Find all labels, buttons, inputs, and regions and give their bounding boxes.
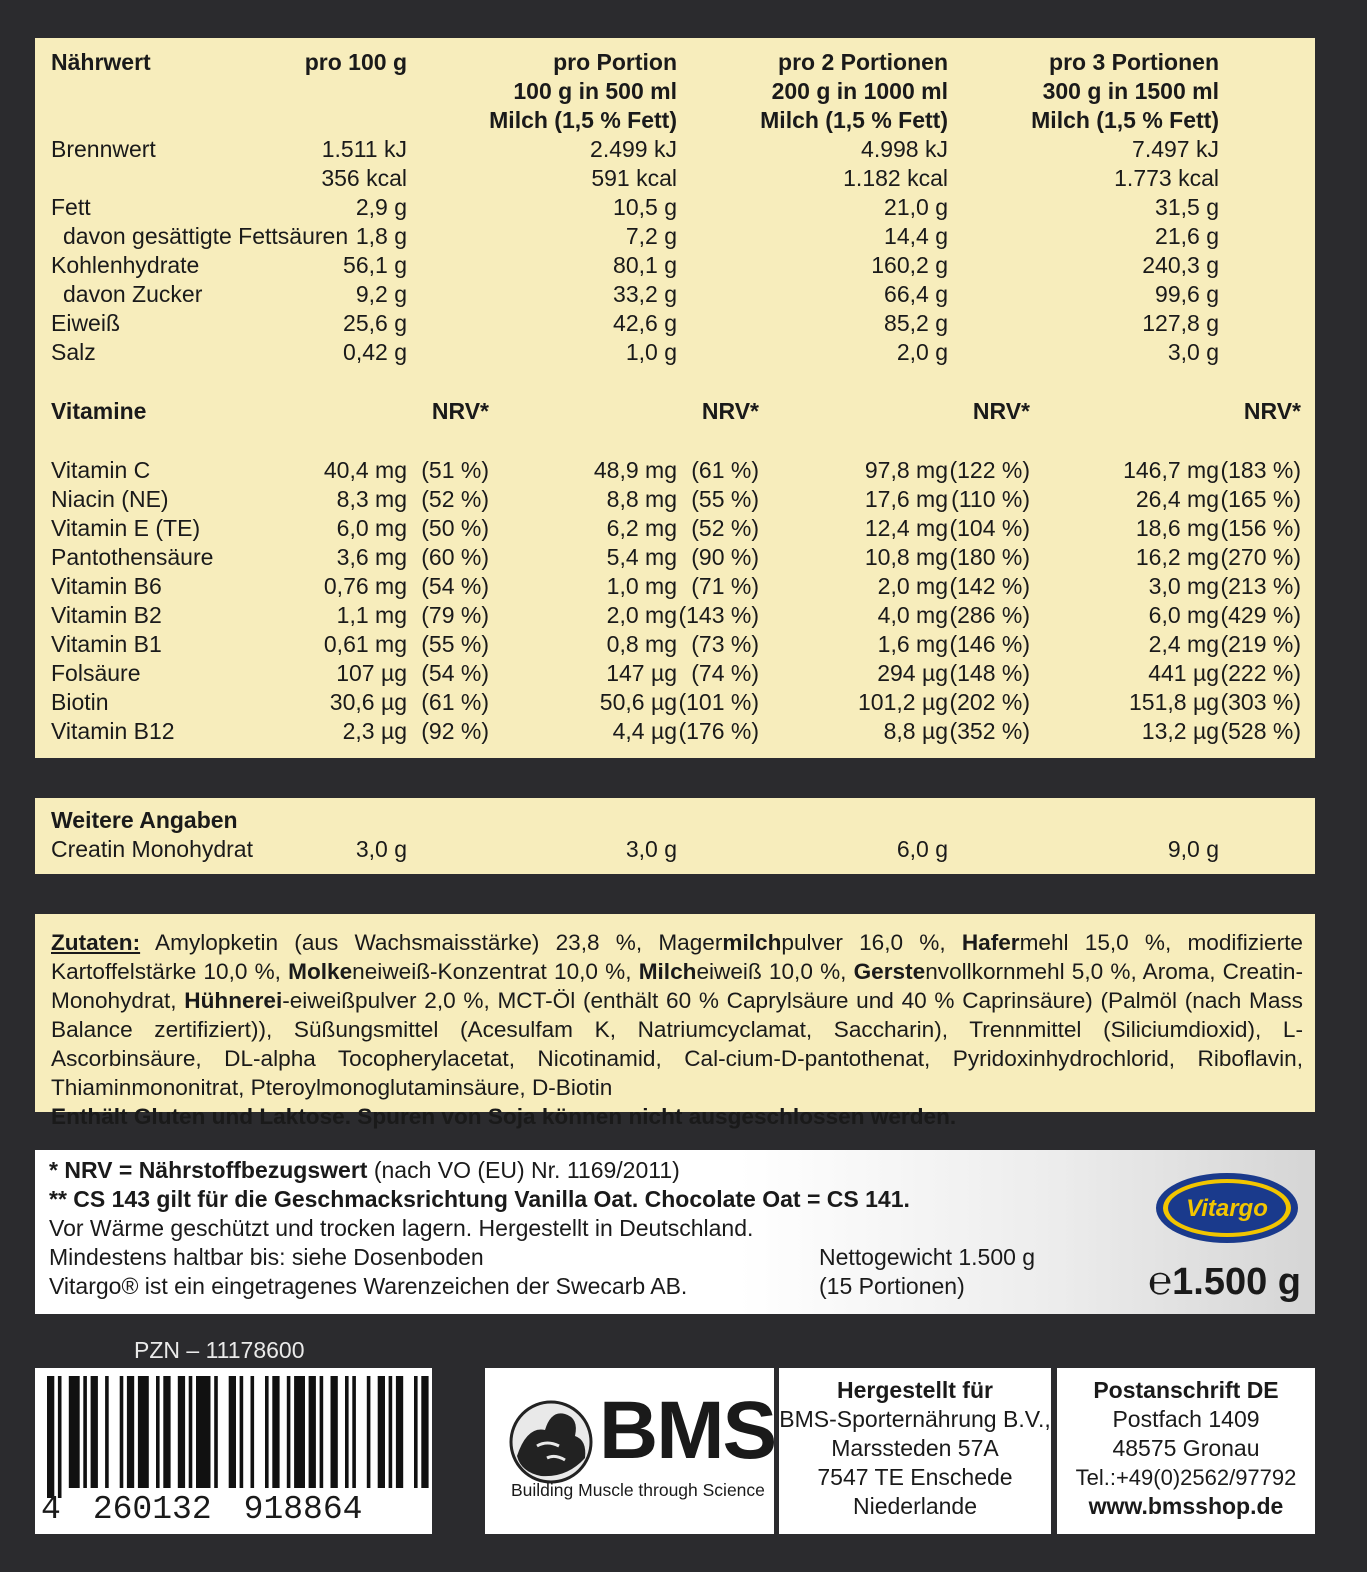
nutrient-value: 14,4 g: [884, 223, 948, 249]
vitamin-value: 107 µg: [336, 660, 407, 686]
vitamin-nrv: (352 %): [949, 718, 1030, 744]
vitamin-nrv: (90 %): [691, 544, 759, 570]
vitamin-label: Biotin: [51, 689, 109, 715]
vitamin-nrv: (219 %): [1220, 631, 1301, 657]
allergen-notice: Enthält Gluten und Laktose. Spuren von Soja können nicht ausgeschlossen werden.: [51, 1104, 957, 1129]
manufacturer-block: [485, 1368, 1315, 1534]
postal-address-box: [1057, 1368, 1315, 1534]
vitamin-nrv: (148 %): [949, 660, 1030, 686]
cs-note: ** CS 143 gilt für die Geschmacksrichtung Vanilla Oat. Chocolate Oat = CS 141.: [49, 1186, 910, 1212]
allergen-highlight: Gerste: [853, 959, 926, 984]
vitamin-value: 2,0 mg: [606, 602, 677, 628]
nutrient-value: 99,6 g: [1155, 281, 1219, 307]
barcode-bar: [214, 1376, 218, 1488]
vitamin-value: 8,8 mg: [606, 486, 677, 512]
made-for-title: Hergestellt für: [837, 1377, 993, 1403]
allergen-highlight: milch: [722, 930, 782, 955]
vitamin-nrv: (122 %): [949, 457, 1030, 483]
weight-display: [1148, 1258, 1301, 1305]
extra-value-portion: 3,0 g: [625, 836, 677, 862]
nutrient-value: 7,2 g: [625, 223, 677, 249]
vitamin-nrv: (101 %): [678, 689, 759, 715]
header-per-portion-line2: 100 g in 500 ml: [513, 78, 677, 104]
vitamin-value: 3,0 mg: [1148, 573, 1219, 599]
vitamin-value: 2,0 mg: [877, 573, 948, 599]
vitamin-nrv: (52 %): [421, 486, 489, 512]
vitamin-nrv: (61 %): [421, 689, 489, 715]
allergen-highlight: Molke: [288, 959, 353, 984]
nutrient-value: 25,6 g: [343, 310, 407, 336]
ingredients-label: Zutaten:: [51, 930, 141, 955]
ingredient-text: eiweiß 10,0 %,: [696, 959, 854, 984]
nutrient-value: 10,5 g: [613, 194, 677, 220]
vitamin-nrv: (142 %): [949, 573, 1030, 599]
nutrient-value: 127,8 g: [1142, 310, 1219, 336]
vitamin-nrv: (176 %): [678, 718, 759, 744]
barcode-bar: [345, 1376, 349, 1488]
barcode-bar: [309, 1376, 316, 1488]
nutrient-value: 1.182 kcal: [843, 165, 948, 191]
header-per-3-portions-line2: 300 g in 1500 ml: [1042, 78, 1219, 104]
postal-phone: Tel.:+49(0)2562/97792: [1075, 1465, 1297, 1490]
vitamin-label: Vitamin B2: [51, 602, 162, 628]
vitamin-label: Vitamin C: [51, 457, 151, 483]
extra-value-100g: 3,0 g: [355, 836, 407, 862]
barcode-digits-left: 260132: [92, 1491, 212, 1528]
barcode-bar: [189, 1376, 193, 1488]
barcode-digits-right: 918864: [243, 1491, 363, 1528]
vitamin-value: 1,6 mg: [877, 631, 948, 657]
ingredient-text: nvollkornmehl 5,0 %, Aroma, Creatin-Monohydrat,: [51, 959, 1304, 1013]
nutrient-value: 4.998 kJ: [861, 136, 948, 162]
ingredient-text: -eiweißpulver 2,0 %, MCT-Öl (enthält 60 % Caprylsäure und 40 % Caprinsäure) (Palmöl (nach Mass Balance zertifiziert)), Süßungsmittel (Acesulfam K, Natriumcyclamat, Saccharin), Trennmittel (Siliciumdioxid), L-Ascorbinsäure, DL-alpha Tocopherylacetat, Nicotinamid, Cal-cium-D-pantothenat, Pyridoxinhydrochlorid, Riboflavin, Thiaminmononitrat, Pteroylmonoglutaminsäure, D-Biotin: [51, 988, 1303, 1100]
barcode-bar: [287, 1376, 291, 1488]
pzn-number: PZN – 11178600: [134, 1337, 305, 1363]
vitamin-value: 2,3 µg: [342, 718, 407, 744]
nutrient-value: 21,6 g: [1155, 223, 1219, 249]
vitamin-value: 0,76 mg: [323, 573, 407, 599]
barcode-bar: [91, 1376, 98, 1488]
barcode-bar: [138, 1376, 149, 1488]
vitamin-nrv: (104 %): [949, 515, 1030, 541]
barcode-bar: [69, 1376, 80, 1488]
vitamin-nrv: (213 %): [1220, 573, 1301, 599]
barcode-bar: [389, 1376, 393, 1488]
nutrient-value: 56,1 g: [343, 252, 407, 278]
header-per-2-portions-line3: Milch (1,5 % Fett): [760, 107, 948, 133]
vitamin-value: 10,8 mg: [864, 544, 948, 570]
nutrient-value: 1,8 g: [355, 223, 407, 249]
barcode-bar: [127, 1376, 134, 1488]
header-per-2-portions-line2: 200 g in 1000 ml: [771, 78, 948, 104]
nrv-header-2: NRV*: [701, 398, 759, 424]
nutrient-value: 2,9 g: [355, 194, 407, 220]
postal-line-2: 48575 Gronau: [1112, 1435, 1260, 1461]
nutrient-value: 66,4 g: [884, 281, 948, 307]
vitamin-value: 3,6 mg: [336, 544, 407, 570]
vitamin-label: Pantothensäure: [51, 544, 214, 570]
vitamin-nrv: (51 %): [421, 457, 489, 483]
vitamin-nrv: (73 %): [691, 631, 759, 657]
vitamin-value: 0,8 mg: [606, 631, 677, 657]
bms-logo-box: [485, 1368, 774, 1534]
barcode-bar: [196, 1376, 211, 1488]
made-for-line-4: Niederlande: [852, 1493, 978, 1519]
barcode-bar: [414, 1376, 418, 1488]
vitamin-label: Vitamin B12: [51, 718, 175, 744]
vitamin-nrv: (110 %): [951, 486, 1030, 512]
vitamin-value: 13,2 µg: [1141, 718, 1219, 744]
made-for-line-2: Marssteden 57A: [831, 1435, 999, 1461]
barcode-bar: [240, 1376, 244, 1488]
vitamin-value: 6,0 mg: [336, 515, 407, 541]
nutrient-value: 240,3 g: [1142, 252, 1219, 278]
vitamin-value: 6,2 mg: [606, 515, 677, 541]
vitamin-nrv: (180 %): [949, 544, 1030, 570]
barcode-bar: [352, 1376, 356, 1488]
barcode-digit-prefix: 4: [41, 1491, 61, 1528]
portions-count: (15 Portionen): [819, 1273, 965, 1299]
vitamin-value: 30,6 µg: [329, 689, 407, 715]
vitamin-nrv: (286 %): [949, 602, 1030, 628]
nutrient-value: 1.511 kJ: [321, 136, 407, 162]
header-per-3-portions: pro 3 Portionen: [1049, 49, 1219, 75]
vitamin-nrv: (60 %): [421, 544, 489, 570]
extra-title: Weitere Angaben: [51, 807, 238, 833]
barcode-bar: [265, 1376, 269, 1488]
vitamin-label: Vitamin B1: [51, 631, 162, 657]
nrv-regulation: (nach VO (EU) Nr. 1169/2011): [367, 1157, 680, 1183]
nrv-header-1: NRV*: [431, 398, 489, 424]
barcode-bar: [178, 1376, 185, 1488]
vitamin-label: Vitamin B6: [51, 573, 162, 599]
vitamin-nrv: (55 %): [691, 486, 759, 512]
barcode-bar: [163, 1376, 170, 1488]
vitamin-value: 8,8 µg: [883, 718, 948, 744]
best-before-note: Mindestens haltbar bis: siehe Dosenboden: [49, 1244, 484, 1270]
nutrient-value: 33,2 g: [613, 281, 677, 307]
vitamin-value: 0,61 mg: [323, 631, 407, 657]
allergen-highlight: Hühnerei: [184, 988, 283, 1013]
barcode-bar: [251, 1376, 255, 1488]
weight-value: 1.500 g: [1172, 1261, 1301, 1303]
made-for-line-3: 7547 TE Enschede: [817, 1464, 1013, 1490]
nutrient-label: Salz: [51, 339, 96, 365]
vitamin-nrv: (165 %): [1220, 486, 1301, 512]
vitamin-label: Niacin (NE): [51, 486, 169, 512]
vitamin-value: 40,4 mg: [323, 457, 407, 483]
vitamin-value: 151,8 µg: [1129, 689, 1219, 715]
vitamin-value: 26,4 mg: [1135, 486, 1219, 512]
vitamin-value: 147 µg: [606, 660, 677, 686]
nutrient-value: 80,1 g: [613, 252, 677, 278]
barcode-bar: [294, 1376, 305, 1488]
vitamin-value: 294 µg: [877, 660, 948, 686]
bms-bodybuilder-icon: [507, 1396, 595, 1486]
barcode-bar: [83, 1376, 87, 1488]
barcode-bar: [396, 1376, 403, 1488]
postal-line-1: Postfach 1409: [1112, 1406, 1260, 1432]
nutrient-label: Brennwert: [51, 136, 156, 162]
barcode-bar: [105, 1376, 109, 1488]
vitamin-nrv: (202 %): [949, 689, 1030, 715]
vitamin-value: 146,7 mg: [1123, 457, 1219, 483]
vitamin-nrv: (146 %): [949, 631, 1030, 657]
ingredients-text: [51, 928, 1303, 1131]
vitamin-nrv: (54 %): [421, 573, 489, 599]
website-link[interactable]: www.bmsshop.de: [1088, 1493, 1284, 1519]
barcode-bar: [47, 1376, 54, 1498]
extra-value-2-portions: 6,0 g: [896, 836, 948, 862]
vitamin-nrv: (55 %): [421, 631, 489, 657]
nutrient-label: Kohlenhydrate: [51, 252, 200, 278]
header-per-100g: pro 100 g: [304, 49, 407, 75]
nutrient-label: davon Zucker: [63, 281, 203, 307]
nutrient-value: 591 kcal: [591, 165, 677, 191]
vitamin-value: 1,0 mg: [606, 573, 677, 599]
vitamin-value: 5,4 mg: [606, 544, 677, 570]
vitamins-header: Vitamine: [51, 398, 147, 424]
vitamin-nrv: (50 %): [421, 515, 489, 541]
barcode-bar: [156, 1376, 160, 1488]
vitamin-value: 8,3 mg: [336, 486, 407, 512]
vitamin-nrv: (52 %): [691, 515, 759, 541]
barcode-bar: [120, 1376, 124, 1488]
extra-info: [35, 798, 1315, 874]
vitamin-value: 1,1 mg: [336, 602, 407, 628]
vitamin-nrv: (528 %): [1220, 718, 1301, 744]
estimated-sign-icon: ℮: [1148, 1259, 1173, 1303]
vitamin-value: 6,0 mg: [1148, 602, 1219, 628]
vitargo-logo-text: Vitargo: [1186, 1195, 1268, 1222]
bms-tagline: Building Muscle through Science: [511, 1480, 765, 1500]
nutrient-label: davon gesättigte Fettsäuren: [63, 223, 349, 249]
vitamin-nrv: (54 %): [421, 660, 489, 686]
barcode-bar: [378, 1376, 385, 1488]
vitamin-nrv: (183 %): [1220, 457, 1301, 483]
nutrient-value: 85,2 g: [884, 310, 948, 336]
vitamin-value: 12,4 mg: [864, 515, 948, 541]
postal-title: Postanschrift DE: [1093, 1377, 1279, 1403]
barcode-bar: [421, 1376, 428, 1488]
ingredients-panel: [35, 914, 1315, 1129]
extra-label: Creatin Monohydrat: [51, 836, 253, 862]
vitargo-logo: [1153, 1170, 1301, 1246]
barcode-number: [41, 1492, 362, 1528]
ingredient-text: mehl 15,0 %, modifizierte Kartoffelstärke 10,0 %,: [51, 930, 1303, 984]
nutrition-header-label: Nährwert: [51, 49, 151, 75]
vitamin-nrv: (270 %): [1220, 544, 1301, 570]
nutrient-value: 3,0 g: [1167, 339, 1219, 365]
vitamin-label: Folsäure: [51, 660, 141, 686]
nutrient-value: 9,2 g: [355, 281, 407, 307]
vitamin-value: 441 µg: [1148, 660, 1219, 686]
nutrient-value: 7.497 kJ: [1132, 136, 1219, 162]
barcode: [35, 1368, 432, 1534]
barcode-bar: [320, 1376, 324, 1488]
vitamin-nrv: (143 %): [678, 602, 759, 628]
made-for-box: [779, 1368, 1051, 1534]
vitamin-nrv: (61 %): [691, 457, 759, 483]
bms-logo-text: BMS: [599, 1385, 776, 1476]
vitamin-nrv: (92 %): [421, 718, 489, 744]
vitamin-nrv: (71 %): [691, 573, 759, 599]
made-for-line-1: BMS-Sporternährung B.V.,: [779, 1406, 1051, 1432]
header-per-3-portions-line3: Milch (1,5 % Fett): [1031, 107, 1219, 133]
vitamin-value: 4,0 mg: [877, 602, 948, 628]
vitamin-nrv: (222 %): [1220, 660, 1301, 686]
nutrient-value: 2.499 kJ: [590, 136, 677, 162]
nutrient-value: 1.773 kcal: [1114, 165, 1219, 191]
vitamin-value: 4,4 µg: [612, 718, 677, 744]
vitamin-value: 50,6 µg: [599, 689, 677, 715]
nutrition-table: [35, 38, 1315, 758]
vitamin-value: 17,6 mg: [864, 486, 948, 512]
nrv-definition: * NRV = Nährstoffbezugswert: [49, 1157, 368, 1183]
vitamin-nrv: (79 %): [421, 602, 489, 628]
barcode-bars: [35, 1368, 432, 1498]
vitamin-value: 97,8 mg: [864, 457, 948, 483]
vitamin-nrv: (74 %): [691, 660, 759, 686]
barcode-bar: [229, 1376, 236, 1488]
nutrient-value: 356 kcal: [321, 165, 407, 191]
storage-note: Vor Wärme geschützt und trocken lagern. Hergestellt in Deutschland.: [49, 1215, 754, 1241]
nutrient-value: 31,5 g: [1155, 194, 1219, 220]
barcode-bar: [272, 1376, 279, 1488]
nutrient-label: Fett: [51, 194, 91, 220]
nutrient-value: 0,42 g: [343, 339, 407, 365]
allergen-highlight: Hafer: [961, 930, 1020, 955]
vitamin-nrv: (429 %): [1220, 602, 1301, 628]
nutrient-value: 160,2 g: [871, 252, 948, 278]
trademark-note: Vitargo® ist ein eingetragenes Warenzeichen der Swecarb AB.: [49, 1273, 688, 1299]
nrv-header-4: NRV*: [1243, 398, 1301, 424]
vitamin-label: Vitamin E (TE): [51, 515, 201, 541]
vitamin-value: 48,9 mg: [593, 457, 677, 483]
nutrient-value: 42,6 g: [613, 310, 677, 336]
header-per-portion-line3: Milch (1,5 % Fett): [489, 107, 677, 133]
header-per-2-portions: pro 2 Portionen: [778, 49, 948, 75]
vitamin-nrv: (303 %): [1220, 689, 1301, 715]
nutrient-value: 1,0 g: [625, 339, 677, 365]
notes-panel: [35, 1150, 1315, 1314]
extra-value-3-portions: 9,0 g: [1167, 836, 1219, 862]
vitamin-nrv: (156 %): [1220, 515, 1301, 541]
nrv-header-3: NRV*: [972, 398, 1030, 424]
vitamin-value: 2,4 mg: [1148, 631, 1219, 657]
ingredient-text: pulver 16,0 %,: [781, 930, 962, 955]
barcode-bar: [58, 1376, 62, 1498]
ingredient-text: neiweiß-Konzentrat 10,0 %,: [352, 959, 639, 984]
nutrient-value: 2,0 g: [896, 339, 948, 365]
ingredient-text: Amylopketin (aus Wachsmaisstärke) 23,8 %, Mager: [140, 930, 723, 955]
vitamin-value: 16,2 mg: [1135, 544, 1219, 570]
barcode-bar: [331, 1376, 338, 1488]
vitamin-value: 18,6 mg: [1135, 515, 1219, 541]
header-per-portion: pro Portion: [553, 49, 677, 75]
allergen-highlight: Milch: [638, 959, 697, 984]
vitamin-value: 101,2 µg: [858, 689, 948, 715]
barcode-bar: [367, 1376, 371, 1488]
nutrient-label: Eiweiß: [51, 310, 121, 336]
nutrient-value: 21,0 g: [884, 194, 948, 220]
net-weight: Nettogewicht 1.500 g: [819, 1244, 1036, 1270]
